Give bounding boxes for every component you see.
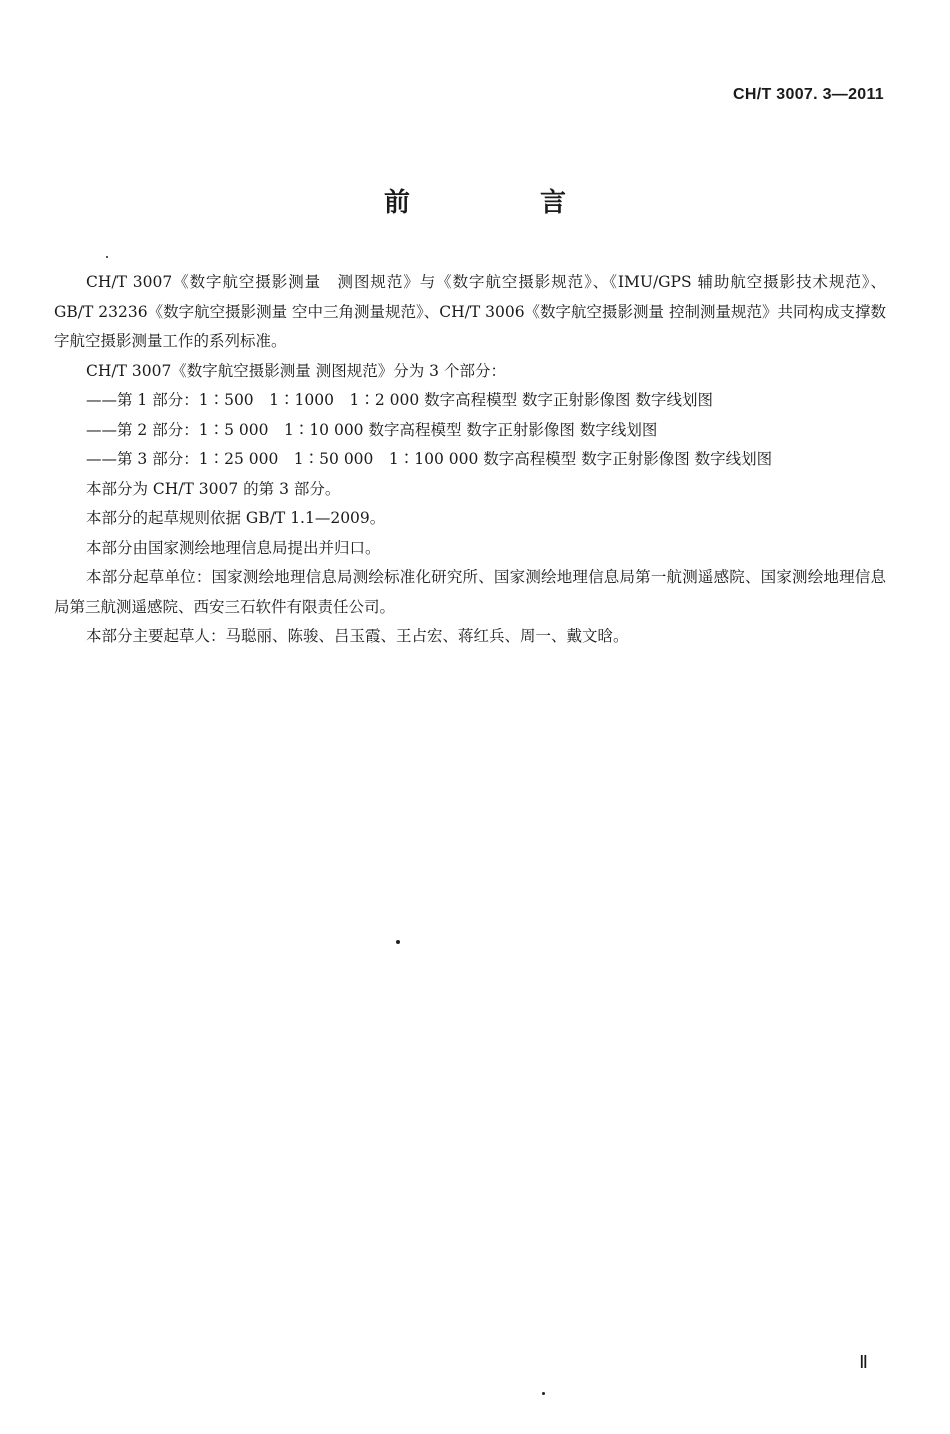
- foreword-body: [54, 268, 886, 652]
- page-title: 前 言: [383, 188, 618, 218]
- scan-speck: [396, 940, 400, 944]
- intro-paragraph: CH/T 3007《数字航空摄影测量 测图规范》与《数字航空摄影规范》、《IMU/GPS 辅助航空摄影技术规范》、GB/T 23236《数字航空摄影测量 空中三角测量规范》、CH/T 3006《数字航空摄影测量 控制测量规范》共同构成支撑数字航空摄影测量工作的系列标准。: [54, 273, 886, 350]
- scan-speck: [106, 256, 108, 258]
- standard-code: CH/T 3007. 3—2011: [733, 86, 884, 103]
- part-statement: 本部分为 CH/T 3007 的第 3 部分。: [86, 479, 341, 498]
- part-2-item: ——第 2 部分：1∶5 000 1∶10 000 数字高程模型 数字正射影像图 数字线划图: [86, 420, 658, 439]
- parts-intro-paragraph: CH/T 3007《数字航空摄影测量 测图规范》分为 3 个部分：: [86, 361, 506, 380]
- page-number: Ⅱ: [859, 1352, 868, 1372]
- proposing-authority: 本部分由国家测绘地理信息局提出并归口。: [86, 538, 381, 557]
- part-3-item: ——第 3 部分：1∶25 000 1∶50 000 1∶100 000 数字高程模型 数字正射影像图 数字线划图: [86, 450, 773, 468]
- drafting-rules: 本部分的起草规则依据 GB/T 1.1—2009。: [86, 509, 386, 527]
- main-drafters: 本部分主要起草人：马聪丽、陈骏、吕玉霞、王占宏、蒋红兵、周一、戴文晗。: [86, 627, 629, 645]
- drafting-units: 本部分起草单位：国家测绘地理信息局测绘标准化研究所、国家测绘地理信息局第一航测遥感院、国家测绘地理信息局第三航测遥感院、西安三石软件有限责任公司。: [54, 568, 886, 616]
- part-1-item: ——第 1 部分：1∶500 1∶1000 1∶2 000 数字高程模型 数字正射影像图 数字线划图: [86, 391, 713, 409]
- scan-speck: [542, 1392, 545, 1395]
